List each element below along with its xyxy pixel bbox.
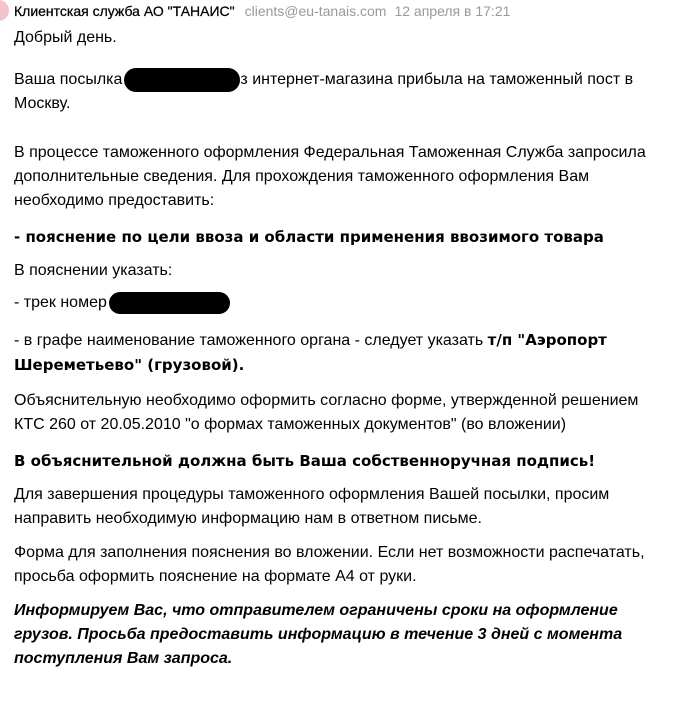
requirement-line: - пояснение по цели ввоза и области применения ввозимого товара (14, 228, 604, 246)
message-body (14, 26, 654, 671)
parcel-paragraph (14, 68, 654, 116)
message-header (0, 0, 679, 22)
form-note: Объяснительную необходимо оформить согласно форме, утвержденной решением КТС 260 от 20.05.2010 "о формах таможенных документов" (во вложении) (14, 392, 639, 433)
parcel-text-before: Ваша посылка (14, 71, 123, 88)
parcel-text-after: з интернет-магазина прибыла на таможенный пост в Москву. (14, 71, 634, 112)
track-number-line (14, 291, 654, 315)
deadline-warning: Информируем Вас, что отправителем ограничены сроки на оформление грузов. Просьба предоставить информацию в течение 3 дней с момента поступления Вам запроса. (14, 602, 623, 667)
redaction-bar (109, 292, 230, 314)
avatar[interactable] (0, 0, 9, 21)
reply-request: Для завершения процедуры таможенного оформления Вашей посылки, просим направить необходимую информацию нам в ответном письме. (14, 486, 610, 527)
sender-email[interactable]: clients@eu-tanais.com (244, 3, 387, 19)
customs-highlight: т/п "Аэропорт Шереметьево" (грузовой). (14, 331, 607, 374)
specify-intro: В пояснении указать: (14, 262, 173, 279)
redaction-bar (124, 68, 240, 92)
message-date: 12 апреля в 17:21 (394, 3, 511, 19)
customs-paragraph (14, 328, 654, 378)
sender-name[interactable]: Клиентская служба АО "ТАНАИС" (14, 3, 235, 19)
track-number-label: - трек номер (14, 294, 107, 311)
customs-text: - в графе наименование таможенного органа - следует указать (14, 332, 484, 349)
greeting: Добрый день. (14, 29, 117, 46)
attachment-note: Форма для заполнения пояснения во вложении. Если нет возможности распечатать, просьба оформить пояснение на формате А4 от руки. (14, 544, 645, 585)
sender-line (14, 0, 510, 22)
signature-note: В объяснительной должна быть Ваша собственноручная подпись! (14, 452, 596, 470)
request-paragraph: В процессе таможенного оформления Федеральная Таможенная Служба запросила дополнительные сведения. Для прохождения таможенного оформления Вам необходимо предоставить: (14, 144, 646, 209)
